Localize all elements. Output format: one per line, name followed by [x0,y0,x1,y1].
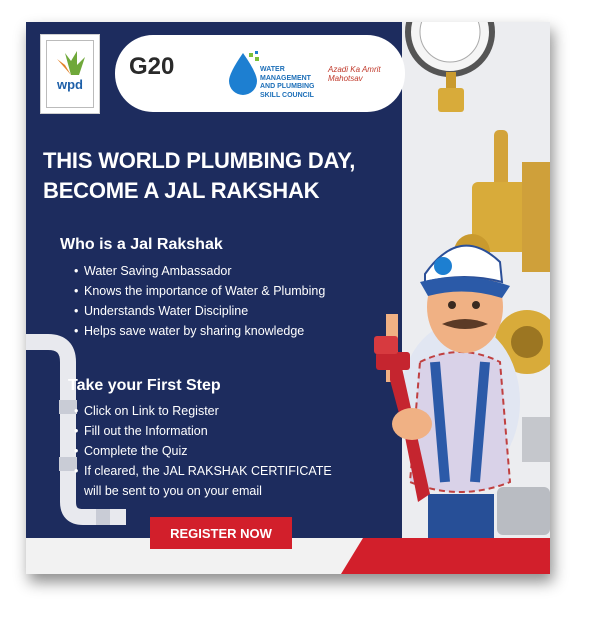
list-item: • Water Saving Ambassador [74,261,325,281]
wpd-logo [40,34,100,114]
poster-card [26,22,550,574]
list-item: • Complete the Quiz [74,441,332,461]
list-item: • Knows the importance of Water & Plumbing [74,281,325,301]
headline-line-2: BECOME A JAL RAKSHAK [43,178,320,203]
plumber-illustration [370,212,550,552]
steps-list [74,401,332,501]
g20-logo [129,53,174,81]
wmpsc-logo-text: WATER MANAGEMENT AND PLUMBING SKILL COUNCIL [260,66,315,99]
who-title: Who is a Jal Rakshak [60,236,223,253]
azadi-logo-text: Azadi Ka Amrit Mahotsav [328,65,381,83]
list-item-continuation: will be sent to you on your email [84,484,262,498]
register-now-button[interactable]: REGISTER NOW [150,517,292,549]
who-list [74,261,325,341]
list-item: • Understands Water Discipline [74,301,325,321]
list-item: • Fill out the Information [74,421,332,441]
headline-line-1: THIS WORLD PLUMBING DAY, [43,148,356,173]
water-drop-icon [225,51,261,97]
partner-logo-bar [115,35,405,112]
list-item: • Helps save water by sharing knowledge [74,321,325,341]
leaf-icon [51,47,91,77]
steps-title: Take your First Step [68,377,221,394]
g20-logo-text: G20 [129,53,175,80]
list-item: • If cleared, the JAL RAKSHAK CERTIFICATE [74,461,332,481]
footer-accent [341,538,550,574]
wpd-logo-text: wpd [57,77,83,92]
headline [43,146,355,206]
list-item: • Click on Link to Register [74,401,332,421]
